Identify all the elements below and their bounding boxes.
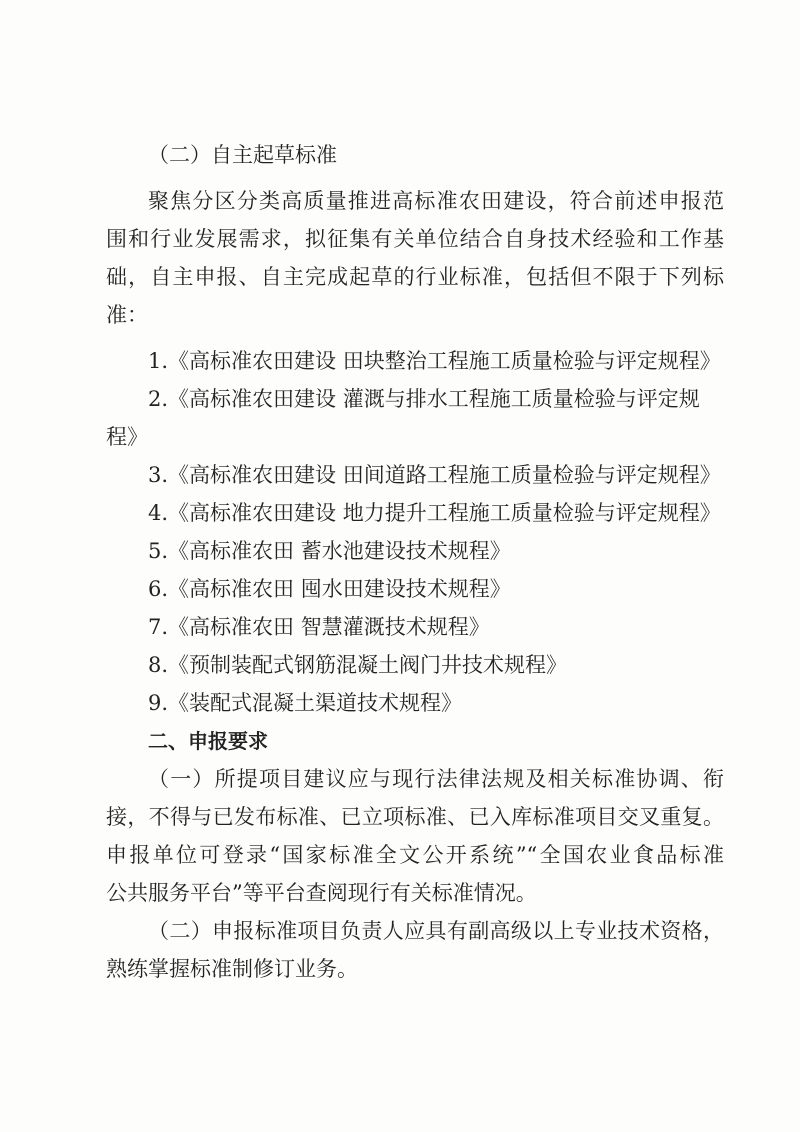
- standard-item: 9.《装配式混凝土渠道技术规程》: [148, 691, 463, 715]
- paragraph-line: 接，不得与已发布标准、已立项标准、已入库标准项目交叉重复。: [106, 805, 724, 829]
- standard-item-continuation: 程》: [106, 425, 148, 449]
- standard-item: 4.《高标准农田建设 地力提升工程施工质量检验与评定规程》: [148, 501, 721, 525]
- standard-item: 6.《高标准农田 囤水田建设技术规程》: [148, 577, 511, 601]
- paragraph-line: 申报单位可登录“国家标准全文公开系统”“全国农业食品标准: [106, 843, 724, 867]
- paragraph-line: 熟练掌握标准制修订业务。: [106, 957, 358, 981]
- paragraph-line: 础，自主申报、自主完成起草的行业标准，包括但不限于下列标: [106, 265, 724, 289]
- document-body: [106, 136, 724, 988]
- paragraph-line: 聚焦分区分类高质量推进高标准农田建设，符合前述申报范: [148, 189, 724, 213]
- standard-item: 7.《高标准农田 智慧灌溉技术规程》: [148, 615, 490, 639]
- standard-item: 2.《高标准农田建设 灌溉与排水工程施工质量检验与评定规: [148, 387, 700, 411]
- standard-item: 5.《高标准农田 蓄水池建设技术规程》: [148, 539, 511, 563]
- paragraph-line: 公共服务平台”等平台查阅现行有关标准情况。: [106, 881, 537, 905]
- subsection-heading: （二）自主起草标准: [148, 143, 337, 167]
- standard-item: 3.《高标准农田建设 田间道路工程施工质量检验与评定规程》: [148, 463, 721, 487]
- standard-item: 1.《高标准农田建设 田块整治工程施工质量检验与评定规程》: [148, 349, 721, 373]
- paragraph-line: （二）申报标准项目负责人应具有副高级以上专业技术资格，: [148, 919, 724, 943]
- paragraph-line: （一）所提项目建议应与现行法律法规及相关标准协调、衔: [148, 767, 724, 791]
- paragraph-line: 准：: [106, 303, 148, 327]
- standard-item: 8.《预制装配式钢筋混凝土阀门井技术规程》: [148, 653, 568, 677]
- paragraph-line: 围和行业发展需求，拟征集有关单位结合自身技术经验和工作基: [106, 227, 724, 251]
- section-heading: 二、申报要求: [148, 729, 268, 753]
